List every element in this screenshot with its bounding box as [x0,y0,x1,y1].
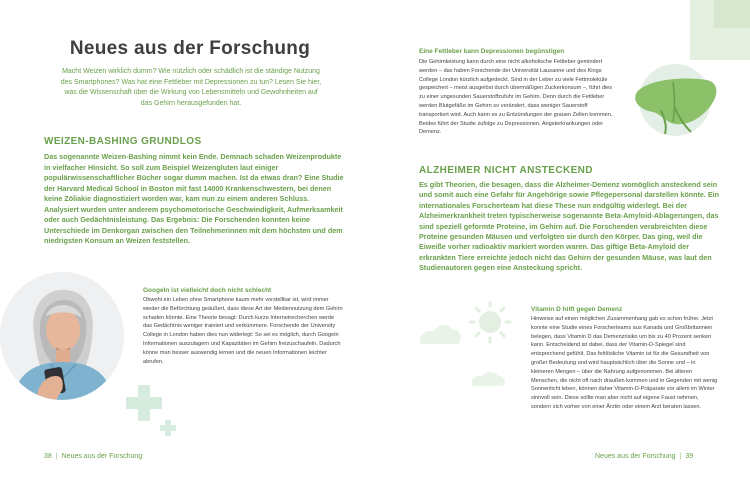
alzheimer-body: Es gibt Theorien, die besagen, dass die Alzheimer-Demenz womöglich ansteckend sein und somit auch eine Gefahr für Angehörige sowie Pflegepersonal darstellen könnte. Ein internationales Forscherteam hat diese These nun endgültig widerlegt. Bei der Alzheimerkrankheit treten typischerweise sogenannte Beta-Amyloid-Ablagerungen, das sind speziell geformte Proteine, im Gehirn auf. Die Forschenden verabreichten diese Proteine gesunden Mäusen und verfolgten sie durch den Körper. Das ging, weil die Eiweiße vorher radioaktiv markiert worden waren. Das giftige Beta-Amyloid der erkrankten Tiere erreichte jedoch nicht das Gehirn der gesunden Mäuse, was laut den Studienautoren gegen eine Ansteckung spricht. [419,180,720,273]
page-number-left: 38 [44,453,52,460]
person-photo [0,272,124,400]
fettleber-heading: Eine Fettleber kann Depressionen begünstigen [419,48,565,55]
medical-cross-icon-small [160,420,176,436]
footer-left: 38 | Neues aus der Forschung [44,453,143,460]
weizen-heading: WEIZEN-BASHING GRUNDLOS [44,136,202,147]
corner-decoration [690,0,750,60]
vitamin-body: Hinweise auf einen möglichen Zusammenhang gab es schon früher. Jetzt konnte eine Studie eines Forscherteams aus Kanada und Großbritannien belegen, dass Vitamin D das Demenzrisiko um bis zu 40 Prozent senken kann. Entscheidend ist dabei, dass der Vitamin-D-Spiegel sind entsprechend gefühlt. Das fettlösliche Vitamin ist für die Gesundheit von großer Bedeutung und wird hauptsächlich über die Sonne und – in kleineren Mengen – über die Nahrung aufgenommen. Bei älteren Menschen, die nicht oft nach draußen kommen und in Gegenden mit wenig Sonnenlicht leben, können daher Vitamin-D-Präparate vor allem im Winter sinnvoll sein. Diese sollte man aber nicht auf eigene Faust nehmen, sondern sich vorher von einer Ärztin oder einem Arzt beraten lassen. [531,316,718,410]
liver-icon [621,62,725,138]
alzheimer-heading: ALZHEIMER NICHT ANSTECKEND [419,165,593,176]
page-title: Neues aus der Forschung [69,38,311,59]
intro-text: Macht Weizen wirklich dumm? Wie nützlich oder schädlich ist die ständige Nutzung des Smartphones? Was hat eine Fettleber mit Depressionen zu tun? Lesen Sie hier, was die Wissenschaft über die Wirkung von Lebensmitteln und Gewohnheiten auf das Gehirn herausgefunden hat. [60,68,322,107]
woman-with-phone-illustration [0,272,124,400]
googeln-body: Obwohl ein Leben ohne Smartphone kaum mehr vorstellbar ist, wird immer wieder die Befürchtung geäußert, dass diese Art der Mediennutzung dem Gehirn schaden könnte. Eine Theorie besagt: Durch kurze Internetrecherchen werde das Gedächtnis weniger trainiert und verkümmere. Forschende der University College in London haben dies nun widerlegt: So sei es möglich, durch Googeln Informationen auszulagern und Kapazitäten im Gehirn freizuschaufeln. Dadurch könne man besser auswendig lernen und die neuen Informationen leichter abrufen. [143,297,343,365]
cloud-icon-small [472,372,505,386]
footer-right: Neues aus der Forschung | 39 [595,453,694,460]
footer-right-label: Neues aus der Forschung [595,453,676,460]
footer-left-label: Neues aus der Forschung [61,453,143,460]
vitamin-heading: Vitamin D hilft gegen Demenz [531,306,623,313]
fettleber-body: Die Gehirnleistung kann durch eine nicht alkoholische Fettleber gemindert werden – das haben Forschende der Universität Lausanne und des Kings College London kürzlich aufgedeckt. Sind in der Leber zu viele Fettmoleküle gespeichert – meist ausgelöst durch übermäßigen Zuckerkonsum –, führt dies zu einer ungesunden Sauerstoffzufuhr im Gehirn. Denn durch die Fettleber werden Blutgefäße im Gehirn so verändert, dass weniger Sauerstoff transportiert wird. Auch kann es zu Entzündungen der grauen Zellen kommen. Beides führt der Studie zufolge zu Depressionen, Angsterkrankungen oder Demenz. [419,59,613,136]
weizen-body: Das sogenannte Weizen-Bashing nimmt kein Ende. Demnach schaden Weizenprodukte in vielfacher Hinsicht. So soll zum Beispiel Weizengluten laut einiger populärwissenschaftlicher Bücher sogar dumm machen. Ist da etwas dran? Eine Studie der Harvard Medical School in Boston mit fast 14000 Krankenschwestern, bei denen keine Zöliakie diagnostiziert worden war, kam nun zu einem anderen Schluss. Analysiert wurden unter anderem psychomotorische Geschwindigkeit, Aufmerksamkeit oder auch Gedächtnisleistung. Das Ergebnis: Die Forschenden konnten keine Unterschiede im Denkorgan zwischen den Teilnehmerinnen mit dem höchsten und dem niedrigsten Konsum an Weizen feststellen. [44,152,344,245]
medical-cross-icon [126,385,162,421]
googeln-heading: Googeln ist vielleicht doch nicht schlecht [143,287,272,294]
sun-cloud-illustration [414,300,524,392]
cloud-icon [420,325,461,344]
page-number-right: 39 [685,453,694,460]
sun-icon [470,302,510,342]
